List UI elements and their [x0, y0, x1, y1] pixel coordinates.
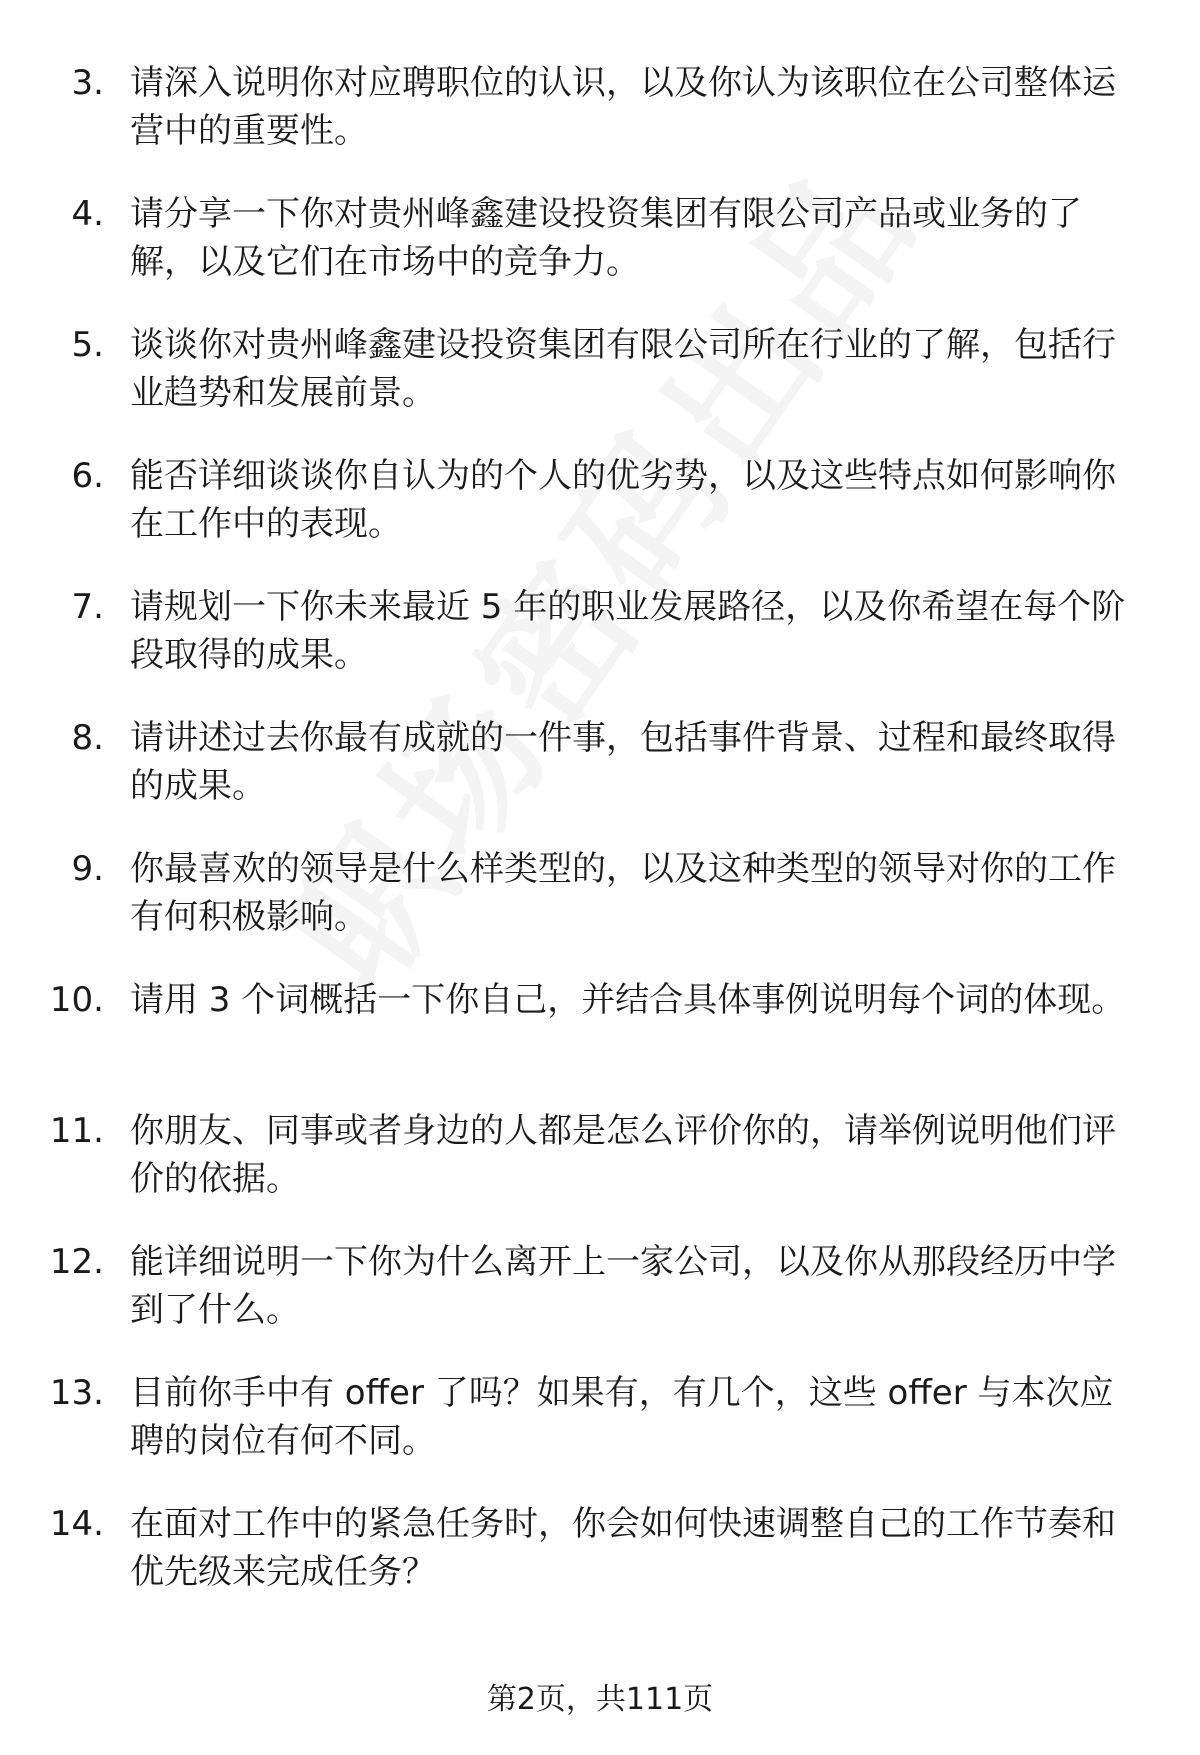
question-number: 10. — [49, 980, 104, 1020]
question-item — [0, 59, 1200, 190]
question-number: 8. — [71, 718, 104, 758]
question-number: 12. — [49, 1242, 104, 1282]
question-text: 能详细说明一下你为什么离开上一家公司，以及你从那段经历中学到了什么。 — [130, 1242, 1116, 1330]
question-item — [0, 976, 1200, 1107]
question-item — [0, 452, 1200, 583]
question-list — [0, 59, 1200, 1631]
question-item — [0, 321, 1200, 452]
question-text: 请规划一下你未来最近 5 年的职业发展路径，以及你希望在每个阶段取得的成果。 — [130, 587, 1126, 675]
page-number-label: 第2页，共111页 — [486, 1682, 714, 1717]
question-number: 13. — [49, 1373, 104, 1413]
question-item — [0, 1238, 1200, 1369]
question-text: 你最喜欢的领导是什么样类型的，以及这种类型的领导对你的工作有何积极影响。 — [130, 849, 1116, 937]
question-item — [0, 845, 1200, 976]
question-number: 9. — [71, 849, 104, 889]
question-text: 在面对工作中的紧急任务时，你会如何快速调整自己的工作节奏和优先级来完成任务？ — [130, 1504, 1116, 1592]
question-number: 11. — [49, 1111, 104, 1151]
question-item — [0, 1107, 1200, 1238]
question-text: 目前你手中有 offer 了吗？如果有，有几个，这些 offer 与本次应聘的岗位有何不同。 — [130, 1373, 1114, 1461]
question-text: 请用 3 个词概括一下你自己，并结合具体事例说明每个词的体现。 — [130, 980, 1126, 1020]
question-number: 4. — [71, 194, 104, 234]
question-item — [0, 1500, 1200, 1631]
question-text: 请深入说明你对应聘职位的认识，以及你认为该职位在公司整体运营中的重要性。 — [130, 63, 1116, 151]
question-item — [0, 1369, 1200, 1500]
question-item — [0, 190, 1200, 321]
question-item — [0, 714, 1200, 845]
question-text: 请讲述过去你最有成就的一件事，包括事件背景、过程和最终取得的成果。 — [130, 718, 1116, 806]
question-number: 14. — [49, 1504, 104, 1544]
question-text: 能否详细谈谈你自认为的个人的优劣势，以及这些特点如何影响你在工作中的表现。 — [130, 456, 1116, 544]
question-text: 请分享一下你对贵州峰鑫建设投资集团有限公司产品或业务的了解，以及它们在市场中的竞争力。 — [130, 194, 1082, 282]
question-number: 3. — [71, 63, 104, 103]
question-number: 6. — [71, 456, 104, 496]
question-text: 你朋友、同事或者身边的人都是怎么评价你的，请举例说明他们评价的依据。 — [130, 1111, 1116, 1199]
question-number: 5. — [71, 325, 104, 365]
question-item — [0, 583, 1200, 714]
question-number: 7. — [71, 587, 104, 627]
question-text: 谈谈你对贵州峰鑫建设投资集团有限公司所在行业的了解，包括行业趋势和发展前景。 — [130, 325, 1116, 413]
page-footer — [0, 1680, 1200, 1720]
